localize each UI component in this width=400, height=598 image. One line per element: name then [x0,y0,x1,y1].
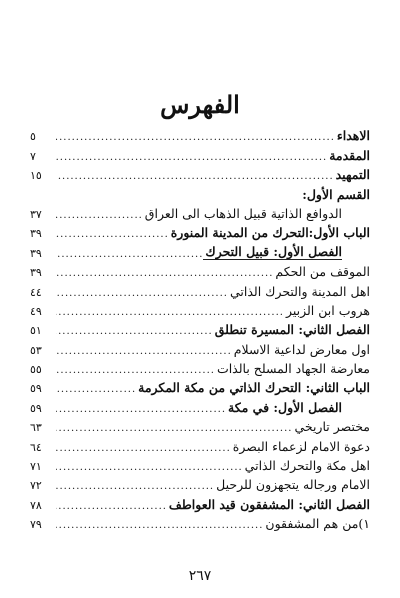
toc-dot-leader [56,424,292,434]
toc-dot-leader [56,502,167,512]
toc-entry [30,434,370,453]
page-number: ٢٦٧ [188,568,212,584]
toc-entry [30,395,370,414]
toc-entry-label: الاهداء [336,128,370,144]
toc-entry-page: ٥٥ [30,363,42,377]
toc-entry-page: ٧ [30,149,36,163]
toc-entry-page: ٧١ [30,460,42,474]
toc-dot-leader [56,133,335,143]
toc-entry [30,299,370,318]
toc-entry-page: ١٥ [30,169,42,183]
page-title: الفهرس [160,90,240,119]
toc-dot-leader [56,385,136,395]
toc-dot-leader [56,250,203,260]
toc-dot-leader [56,463,243,473]
toc-dot-leader [56,211,143,221]
toc-entry-label: مختصر تاريخي [294,419,370,435]
toc-entry [30,124,370,143]
toc-entry-label: ١)من هم المشفقون [265,516,370,532]
toc-entry-label: القسم الأول: [302,186,370,202]
toc-entry-label: اول معارض لداعية الاسلام [233,341,370,357]
toc-entry-page: ٥١ [30,324,42,338]
toc-entry-label: الباب الأول:التحرك من المدينة المنورة [170,225,370,241]
toc-entry [30,202,370,221]
toc-entry-label: الفصل الأول: قبيل التحرك [205,243,342,259]
toc-entry [30,163,370,182]
toc-entry [30,454,370,473]
toc-entry-page: ٦٣ [30,421,42,435]
toc-entry-page: ٣٩ [30,246,42,260]
toc-entry-label: اهل المدينة والتحرك الذاتي [229,283,370,299]
toc-entry-label: الدوافع الذاتية قبيل الذهاب الى العراق [144,205,342,221]
toc-entry [30,279,370,298]
toc-entry-label: التمهيد [335,167,370,183]
toc-entry [30,260,370,279]
toc-entry-page: ٥٣ [30,343,42,357]
toc-entry [30,240,370,259]
toc-entry [30,143,370,162]
toc-entry-page: ٧٩ [30,518,42,532]
toc-dot-leader [56,289,228,299]
toc-dot-leader [56,444,231,454]
toc-entry-page: ٣٩ [30,266,42,280]
toc-dot-leader [56,521,263,531]
toc-entry-label: الموقف من الحكم [275,264,370,280]
toc-entry [30,182,370,201]
toc-dot-leader [56,327,213,337]
toc-dot-leader [56,269,273,279]
toc-entry-label: الفصل الأول: في مكة [228,399,342,415]
toc-entry-label: اهل مكة والتحرك الذاتي [244,458,370,474]
toc-entry-page: ٦٤ [30,440,42,454]
toc-entry [30,492,370,511]
toc-entry [30,221,370,240]
toc-dot-leader [56,172,334,182]
toc-dot-leader [56,308,284,318]
table-of-contents [30,124,370,531]
toc-entry [30,337,370,356]
toc-dot-leader [56,347,232,357]
toc-entry-label: دعوة الامام لزعماء البصرة [232,438,370,454]
toc-dot-leader [56,230,169,240]
toc-entry-page: ٤٤ [30,285,42,299]
toc-entry-page: ٧٨ [30,498,42,512]
toc-entry-label: الامام ورجاله يتجهزون للرحيل [216,477,370,493]
toc-entry-page: ٧٢ [30,479,42,493]
toc-entry-label: الباب الثاني: التحرك الذاتي من مكة المكرمة [138,380,370,396]
toc-entry [30,376,370,395]
toc-entry-page: ٤٩ [30,304,42,318]
toc-dot-leader [56,153,327,163]
toc-dot-leader [56,366,215,376]
toc-entry [30,473,370,492]
toc-entry-label: المقدمة [329,147,370,163]
toc-entry-page: ٥٩ [30,401,42,415]
toc-entry-label: الفصل الثاني: المسيرة تنطلق [214,322,370,338]
toc-dot-leader [56,405,226,415]
toc-entry-label: الفصل الثاني: المشفقون قيد العواطف [168,496,370,512]
toc-entry-label: هروب ابن الزبير [285,302,370,318]
toc-entry-page: ٣٧ [30,207,42,221]
toc-entry-page: ٥٩ [30,382,42,396]
toc-entry-page: ٥ [30,130,36,144]
toc-entry [30,415,370,434]
toc-entry [30,318,370,337]
toc-entry [30,357,370,376]
toc-entry-label: معارضة الجهاد المسلح بالذات [216,361,370,377]
toc-entry [30,512,370,531]
toc-entry-page: ٣٩ [30,227,42,241]
toc-dot-leader [56,482,214,492]
